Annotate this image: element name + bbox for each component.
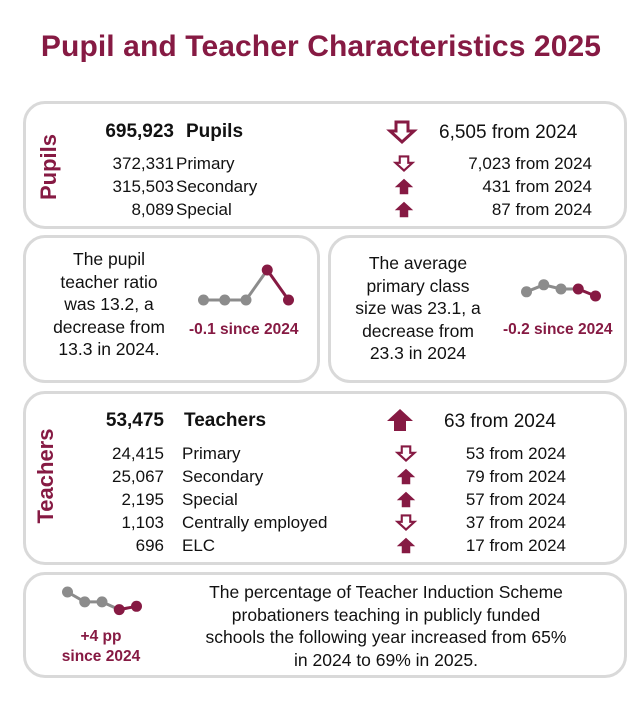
teachers-row-label: Primary <box>182 444 241 463</box>
sparkline-point <box>573 284 584 295</box>
induction-change-line2: since 2024 <box>61 648 141 665</box>
sparkline-point <box>114 604 125 615</box>
teachers-row-label: Special <box>182 490 238 509</box>
teachers-total-change: 63 from 2024 <box>444 411 556 432</box>
ptr-text-line: The pupil <box>73 249 145 269</box>
induction-description <box>166 581 606 671</box>
sparkline-segment <box>267 270 288 300</box>
induction-change-line1: +4 pp <box>80 628 122 645</box>
page-title: Pupil and Teacher Characteristics 2025 <box>40 30 602 63</box>
ptr-trend-sparkline <box>198 270 294 300</box>
teachers-row-value: 25,067 <box>112 467 164 486</box>
teachers-row-value: 2,195 <box>121 490 164 509</box>
teachers-side-label: Teachers <box>33 428 58 524</box>
pupils-total-value: 695,923 <box>105 121 174 142</box>
class-size-text-line: The average <box>368 253 468 273</box>
pupils-row-value: 372,331 <box>112 154 174 173</box>
sparkline-point <box>131 601 142 612</box>
pupils-row-label: Primary <box>176 154 235 173</box>
pupils-row-change: 7,023 from 2024 <box>468 154 592 173</box>
sparkline-point <box>556 284 567 295</box>
induction-text-line: in 2024 to 69% in 2025. <box>294 649 478 670</box>
teachers-row-change: 57 from 2024 <box>465 490 566 509</box>
teachers-row-change: 37 from 2024 <box>465 513 566 532</box>
induction-scheme-panel <box>23 572 627 678</box>
class-size-text-line: primary class <box>366 275 470 296</box>
sparkline-point <box>283 295 294 306</box>
ptr-change: -0.1 since 2024 <box>189 321 299 338</box>
teachers-row-label: Centrally employed <box>182 513 328 532</box>
induction-text-line: probationers teaching in publicly funded <box>231 604 541 625</box>
induction-text-line: schools the following year increased from 65% <box>205 627 567 647</box>
class-size-text-line: decrease from <box>362 320 474 341</box>
sparkline-point <box>521 286 532 297</box>
teachers-total-label: Teachers <box>184 410 267 431</box>
sparkline-point <box>219 295 230 306</box>
pupils-side-label: Pupils <box>36 134 61 201</box>
sparkline-point <box>198 295 209 306</box>
pupils-row-change: 431 from 2024 <box>482 177 592 196</box>
pupils-row-change: 87 from 2024 <box>491 200 592 219</box>
pupils-row-label: Special <box>176 200 232 219</box>
class-size-change: -0.2 since 2024 <box>503 321 613 338</box>
arrow-down-outline-icon <box>388 120 416 149</box>
sparkline-point <box>97 596 108 607</box>
pupils-row-label: Secondary <box>176 177 258 196</box>
sparkline-point <box>241 295 252 306</box>
class-size-trend-sparkline <box>521 282 601 296</box>
pupils-row-value: 315,503 <box>112 177 174 196</box>
teachers-row-value: 24,415 <box>112 444 164 463</box>
teachers-row-label: ELC <box>182 536 216 555</box>
class-size-panel <box>328 235 627 383</box>
pupils-panel <box>23 101 627 229</box>
sparkline-point <box>590 291 601 302</box>
ptr-text-line: teacher ratio <box>60 271 158 292</box>
teachers-row-label: Secondary <box>182 467 264 486</box>
teachers-row-value: 696 <box>135 536 164 555</box>
teachers-row-change: 17 from 2024 <box>465 536 566 555</box>
class-size-text-line: 23.3 in 2024 <box>369 343 467 363</box>
sparkline-point <box>538 279 549 290</box>
pupils-row-value: 8,089 <box>131 200 174 219</box>
teachers-row-change: 53 from 2024 <box>465 444 566 463</box>
arrow-up-filled-icon <box>386 408 414 437</box>
sparkline-point <box>79 596 90 607</box>
sparkline-segment <box>246 270 267 300</box>
ptr-description <box>34 248 184 361</box>
sparkline-point <box>62 587 73 598</box>
class-size-text-line: size was 23.1, a <box>355 298 481 318</box>
ptr-text-line: 13.3 in 2024. <box>58 339 160 359</box>
pupils-total-label: Pupils <box>186 121 244 142</box>
teachers-panel <box>23 391 627 565</box>
teachers-total-value: 53,475 <box>105 410 164 431</box>
ptr-text-line: was 13.2, a <box>64 294 154 314</box>
pupil-teacher-ratio-panel <box>23 235 320 383</box>
class-size-description <box>343 252 493 365</box>
teachers-row-value: 1,103 <box>121 513 164 532</box>
induction-text-line: The percentage of Teacher Induction Scheme <box>209 582 563 602</box>
teachers-row-change: 79 from 2024 <box>465 467 566 486</box>
induction-trend-sparkline <box>62 592 142 614</box>
sparkline-point <box>262 265 273 276</box>
pupils-total-change: 6,505 from 2024 <box>439 122 578 143</box>
ptr-text-line: decrease from <box>53 316 165 337</box>
